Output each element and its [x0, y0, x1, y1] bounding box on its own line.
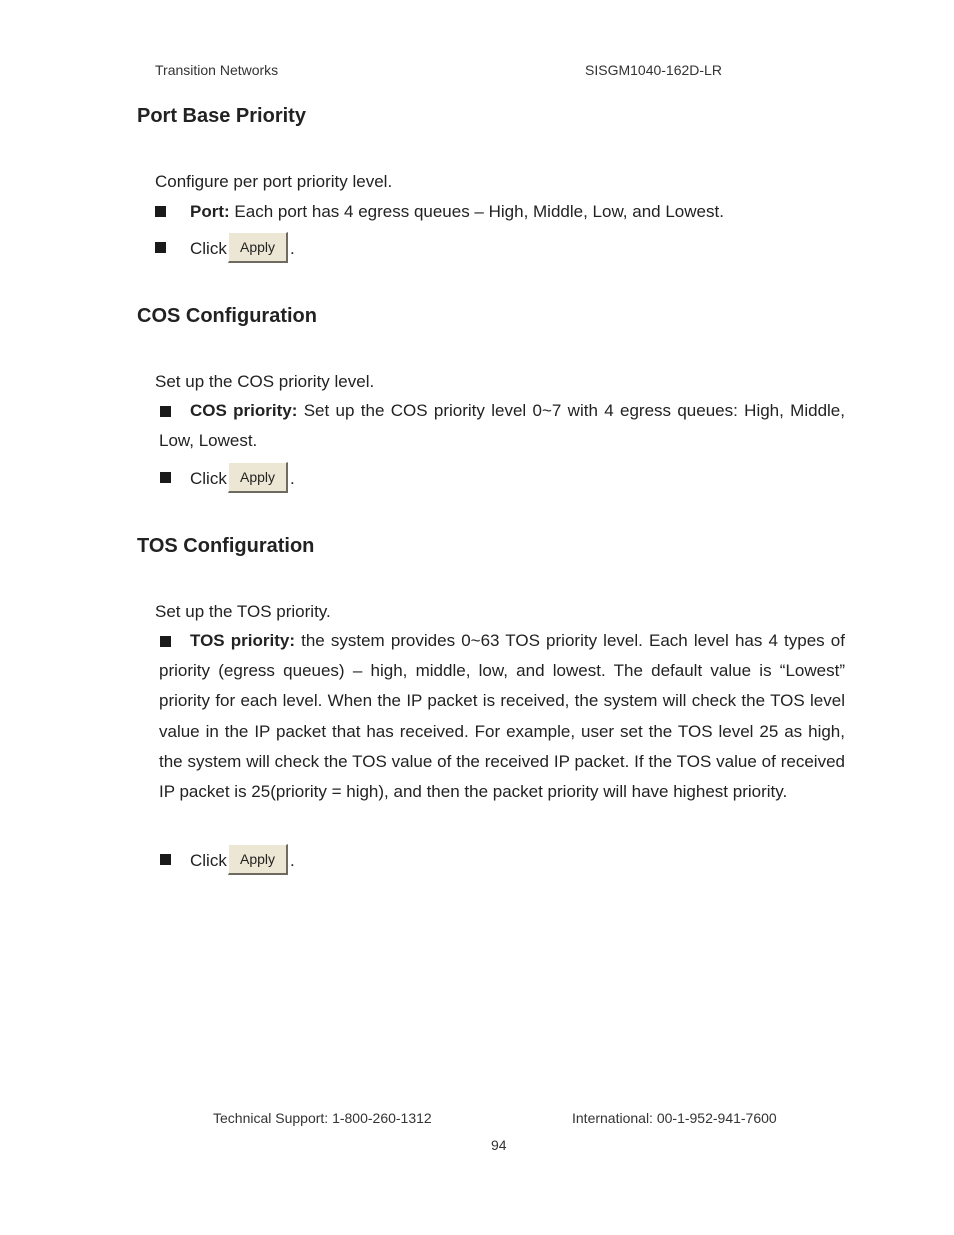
- bullet-square-icon: [160, 472, 171, 483]
- list-item-port: [190, 202, 724, 222]
- click-label: Click: [190, 239, 227, 258]
- section-intro: Set up the TOS priority.: [155, 602, 331, 621]
- list-item-cos-priority: [159, 396, 845, 456]
- click-suffix: .: [290, 851, 295, 870]
- footer-support: Technical Support: 1-800-260-1312: [213, 1110, 432, 1126]
- click-label: Click: [190, 851, 227, 870]
- item-text: the system provides 0~63 TOS priority level. Each level has 4 types of priority (egress queues) – high, middle, low, and lowest. The default value is “Lowest” priority for each level. When the IP packet is received, the system will check the TOS level value in the IP packet that has received. For example, user set the TOS level 25 as high, the system will check the TOS value of the received IP packet. If the TOS value of received IP packet is 25(priority = high), and then the packet priority will have highest priority.: [159, 631, 845, 802]
- item-label: COS priority:: [190, 401, 298, 420]
- section-title-tos-configuration: TOS Configuration: [137, 535, 315, 557]
- item-label: TOS priority:: [190, 631, 295, 650]
- bullet-square-icon: [160, 854, 171, 865]
- item-label: Port:: [190, 202, 230, 221]
- click-label: Click: [190, 469, 227, 488]
- click-suffix: .: [290, 239, 295, 258]
- list-item-tos-priority: [159, 626, 845, 807]
- click-suffix: .: [290, 469, 295, 488]
- section-intro: Set up the COS priority level.: [155, 372, 375, 391]
- section-title-port-base-priority: Port Base Priority: [137, 105, 306, 127]
- bullet-square-icon: [155, 242, 166, 253]
- item-text: Set up the COS priority level 0~7 with 4 egress queues: High, Middle, Low, Lowest.: [159, 401, 845, 451]
- section-title-cos-configuration: COS Configuration: [137, 305, 317, 327]
- apply-button[interactable]: Apply: [228, 232, 288, 263]
- item-text: Each port has 4 egress queues – High, Middle, Low, and Lowest.: [229, 202, 724, 221]
- footer-international: International: 00-1-952-941-7600: [572, 1110, 777, 1126]
- bullet-square-icon: [155, 206, 166, 217]
- page-number: 94: [491, 1137, 507, 1153]
- header-model: SISGM1040-162D-LR: [585, 62, 722, 78]
- apply-button[interactable]: Apply: [228, 462, 288, 493]
- header-company: Transition Networks: [155, 62, 279, 78]
- section-intro: Configure per port priority level.: [155, 172, 393, 191]
- apply-button[interactable]: Apply: [228, 844, 288, 875]
